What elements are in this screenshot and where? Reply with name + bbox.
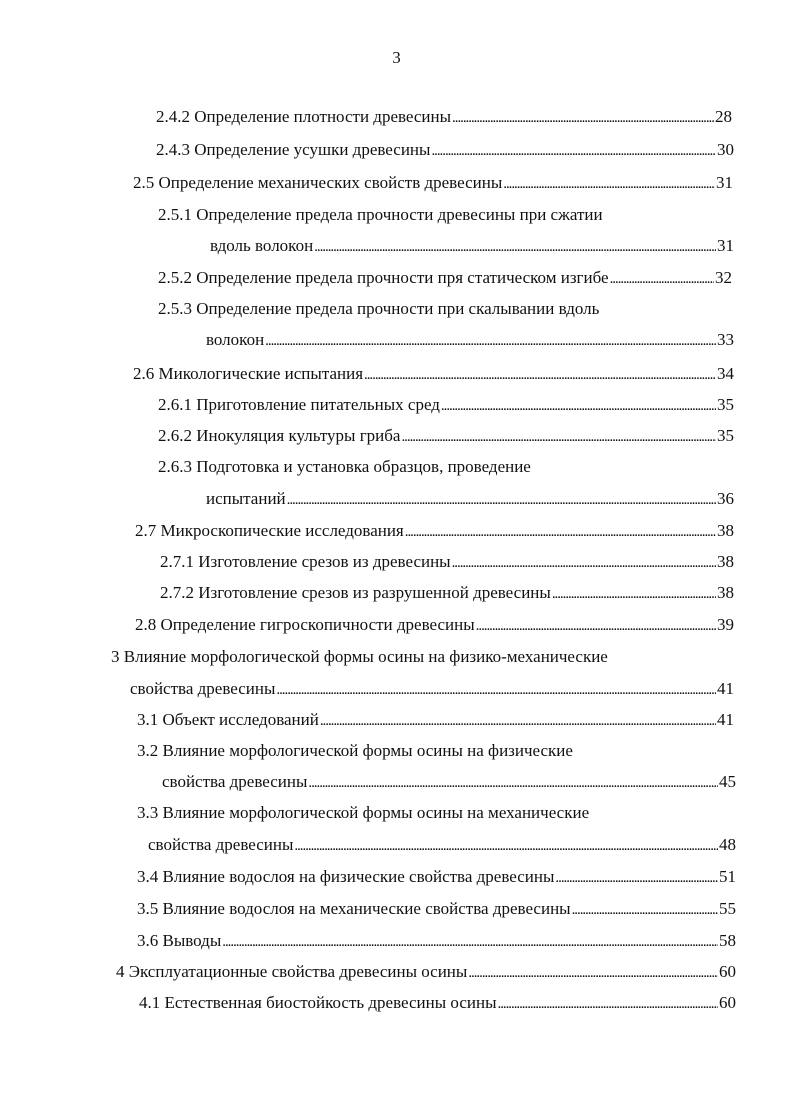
toc-entry-page: 34 — [717, 364, 734, 383]
toc-entry-page: 33 — [717, 330, 734, 349]
toc-entry-page: 38 — [717, 583, 734, 602]
toc-entry-title: 2.6 Микологические испытания — [133, 364, 364, 383]
toc-entry-page: 58 — [719, 931, 736, 950]
toc-entry-title: 2.5.2 Определение предела прочности пря статическом изгибе — [158, 268, 609, 287]
toc-entry-title: 3.5 Влияние водослоя на механические свойства древесины — [137, 899, 571, 918]
toc-leader-dots — [222, 928, 718, 955]
toc-entry-continuation: свойства древесины — [148, 835, 294, 854]
toc-entry-2-6 — [133, 361, 734, 387]
toc-entry-2-4-3 — [156, 137, 734, 163]
toc-entry-2-7 — [135, 518, 734, 544]
toc-leader-dots — [401, 423, 716, 450]
toc-leader-dots — [441, 392, 716, 419]
toc-entry-3-5 — [137, 896, 736, 922]
toc-entry-title: 2.8 Определение гигроскопичности древесины — [135, 615, 475, 634]
toc-entry-2-5-1 — [210, 233, 734, 259]
toc-entry-title: 2.7 Микроскопические исследования — [135, 521, 404, 540]
toc-entry-title: 4 Эксплуатационные свойства древесины осины — [116, 962, 468, 981]
toc-leader-dots — [498, 990, 719, 1017]
toc-entry-3-4 — [137, 864, 736, 890]
toc-leader-dots — [555, 864, 718, 891]
toc-entry-page: 60 — [719, 962, 736, 981]
toc-entry-3 — [130, 676, 734, 702]
toc-entry-title: 2.4.3 Определение усушки древесины — [156, 140, 431, 159]
toc-entry-page: 45 — [719, 772, 736, 791]
toc-leader-dots — [610, 265, 714, 292]
toc-leader-dots — [452, 104, 714, 131]
toc-entry-3-3 — [148, 832, 736, 858]
toc-entry-title: 2.5 Определение механических свойств древесины — [133, 173, 503, 192]
toc-entry-3-6 — [137, 928, 736, 954]
toc-leader-dots — [503, 170, 715, 197]
toc-leader-dots — [476, 612, 716, 639]
toc-leader-dots — [405, 518, 716, 545]
toc-entry-page: 41 — [717, 710, 734, 729]
toc-entry-title: 3.6 Выводы — [137, 931, 222, 950]
toc-entry-title: 3.4 Влияние водослоя на физические свойства древесины — [137, 867, 555, 886]
toc-leader-dots — [294, 832, 718, 859]
toc-entry-2-7-2 — [160, 580, 734, 606]
toc-entry-continuation: волокон — [206, 330, 265, 349]
toc-entry-2-5-3 — [206, 327, 734, 353]
toc-entry-page: 41 — [717, 679, 734, 698]
toc-entry-page: 48 — [719, 835, 736, 854]
toc-leader-dots — [431, 137, 716, 164]
toc-entry-page: 31 — [716, 173, 733, 192]
page-number: 3 — [392, 48, 401, 67]
toc-leader-dots — [552, 580, 716, 607]
toc-entry-4-1 — [139, 990, 736, 1016]
toc-entry-continuation: вдоль волокон — [210, 236, 314, 255]
toc-entry-2-6-2 — [158, 423, 734, 449]
toc-entry-3-2 — [162, 769, 736, 795]
toc-entry-page: 39 — [717, 615, 734, 634]
toc-leader-dots — [308, 769, 718, 796]
toc-entry-2-6-3 — [206, 486, 734, 512]
toc-entry-page: 35 — [717, 395, 734, 414]
toc-entry-continuation: испытаний — [206, 489, 286, 508]
toc-entry-page: 38 — [717, 521, 734, 540]
toc-leader-dots — [452, 549, 716, 576]
toc-entry-2-4-2 — [156, 104, 732, 130]
toc-entry-2-7-1 — [160, 549, 734, 575]
toc-entry-continuation: свойства древесины — [162, 772, 308, 791]
toc-leader-dots — [468, 959, 718, 986]
table-of-contents — [0, 104, 793, 1044]
toc-entry-page: 31 — [717, 236, 734, 255]
toc-leader-dots — [320, 707, 716, 734]
toc-entry-page: 36 — [717, 489, 734, 508]
toc-entry-continuation: свойства древесины — [130, 679, 276, 698]
toc-leader-dots — [314, 233, 716, 260]
toc-leader-dots — [364, 361, 716, 388]
toc-entry-2-5-1-title: 2.5.1 Определение предела прочности древесины при сжатии — [158, 205, 603, 224]
toc-entry-page: 55 — [719, 899, 736, 918]
toc-entry-title: 2.4.2 Определение плотности древесины — [156, 107, 452, 126]
toc-leader-dots — [572, 896, 718, 923]
toc-entry-title: 2.6.2 Инокуляция культуры гриба — [158, 426, 401, 445]
toc-entry-title: 2.7.2 Изготовление срезов из разрушенной древесины — [160, 583, 551, 602]
toc-leader-dots — [265, 327, 716, 354]
toc-entry-3-title: 3 Влияние морфологической формы осины на физико-механические — [111, 647, 608, 666]
toc-entry-title: 3.1 Объект исследований — [137, 710, 319, 729]
toc-entry-title: 2.7.1 Изготовление срезов из древесины — [160, 552, 451, 571]
toc-entry-page: 60 — [719, 993, 736, 1012]
toc-entry-page: 32 — [715, 268, 732, 287]
toc-entry-title: 2.6.1 Приготовление питательных сред — [158, 395, 440, 414]
toc-entry-page: 28 — [715, 107, 732, 126]
toc-entry-2-6-3-title: 2.6.3 Подготовка и установка образцов, проведение — [158, 457, 531, 476]
toc-entry-2-8 — [135, 612, 734, 638]
toc-entry-4 — [116, 959, 736, 985]
toc-entry-3-2-title: 3.2 Влияние морфологической формы осины на физические — [137, 741, 573, 760]
toc-entry-2-5 — [133, 170, 733, 196]
toc-entry-page: 51 — [719, 867, 736, 886]
toc-entry-page: 38 — [717, 552, 734, 571]
toc-entry-page: 30 — [717, 140, 734, 159]
toc-entry-2-6-1 — [158, 392, 734, 418]
toc-leader-dots — [287, 486, 716, 513]
toc-entry-3-3-title: 3.3 Влияние морфологической формы осины на механические — [137, 803, 590, 822]
toc-leader-dots — [276, 676, 716, 703]
toc-entry-2-5-3-title: 2.5.3 Определение предела прочности при скалывании вдоль — [158, 299, 600, 318]
toc-entry-page: 35 — [717, 426, 734, 445]
toc-entry-title: 4.1 Естественная биостойкость древесины осины — [139, 993, 497, 1012]
toc-entry-3-1 — [137, 707, 734, 733]
toc-entry-2-5-2 — [158, 265, 732, 291]
